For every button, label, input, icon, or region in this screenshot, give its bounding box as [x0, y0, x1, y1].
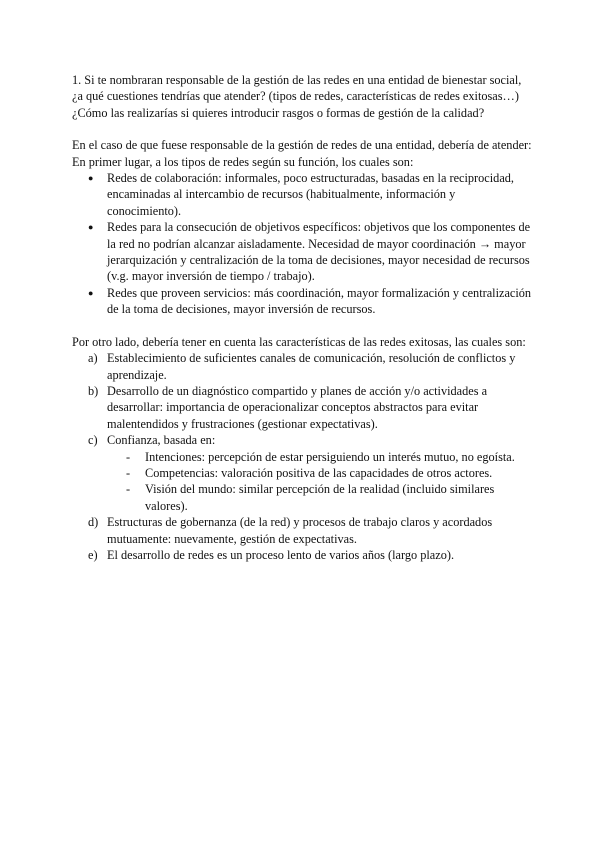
- sublist-item: [126, 481, 532, 514]
- question-line-2: ¿a qué cuestiones tendrías que atender? (tipos de redes, características de redes exitosas…): [72, 89, 519, 104]
- list-item-text: Redes de colaboración: informales, poco estructuradas, basadas en la reciprocidad, encaminadas al intercambio de recursos (habitualmente, información y conocimiento).: [107, 171, 514, 218]
- trust-sublist: [107, 449, 532, 515]
- list-item: [88, 285, 532, 318]
- bullet-icon: ●: [88, 173, 94, 184]
- list-item-text: Desarrollo de un diagnóstico compartido y planes de acción y/o actividades a desarrollar: importancia de operacionalizar conceptos abstractos para evitar malentendidos y frustraciones (gestionar expectativas).: [107, 383, 488, 431]
- characteristics-list: [72, 350, 532, 563]
- dash-icon: -: [126, 482, 131, 497]
- dash-icon: -: [126, 465, 131, 480]
- bullet-icon: ●: [88, 222, 94, 233]
- list-item-text: Redes que proveen servicios: más coordinación, mayor formalización y centralización de la toma de decisiones, mayor inversión de recursos.: [107, 285, 532, 317]
- question-line-3: ¿Cómo las realizarías si quieres introducir rasgos o formas de gestión de la calidad?: [72, 105, 485, 120]
- section1-intro-1: En el caso de que fuese responsable de la gestión de redes de una entidad, debería de atender:: [72, 138, 532, 153]
- list-marker: e): [88, 547, 98, 562]
- list-item: [88, 350, 532, 383]
- dash-icon: -: [126, 449, 131, 464]
- list-item: [88, 383, 532, 432]
- question-block: [72, 72, 532, 121]
- document-page: [72, 72, 532, 579]
- section2-intro: Por otro lado, debería tener en cuenta las características de las redes exitosas, las cuales son:: [72, 334, 526, 349]
- section1-intro-2: En primer lugar, a los tipos de redes según su función, los cuales son:: [72, 154, 414, 169]
- list-item: [88, 547, 532, 563]
- network-types-list: [72, 170, 532, 318]
- list-item: [88, 514, 532, 547]
- question-line-1: 1. Si te nombraran responsable de la gestión de las redes en una entidad de bienestar social,: [72, 73, 522, 87]
- sublist-item-text: Intenciones: percepción de estar persiguiendo un interés mutuo, no egoísta.: [145, 449, 515, 464]
- network-types-section: [72, 137, 532, 317]
- list-marker: d): [88, 515, 99, 530]
- successful-networks-section: [72, 334, 532, 564]
- bullet-icon: ●: [88, 287, 94, 298]
- list-item: [88, 219, 532, 285]
- list-item-text: Confianza, basada en:: [107, 433, 216, 448]
- list-marker: b): [88, 383, 99, 398]
- list-item-text: Establecimiento de suficientes canales de comunicación, resolución de conflictos y aprendizaje.: [107, 351, 516, 382]
- sublist-item: [126, 449, 532, 465]
- list-marker: c): [88, 433, 98, 448]
- list-item: [88, 432, 532, 514]
- sublist-item: [126, 465, 532, 481]
- list-item-text: El desarrollo de redes es un proceso lento de varios años (largo plazo).: [107, 547, 455, 562]
- list-item-text: Redes para la consecución de objetivos específicos: objetivos que los componentes de la red no podrían alcanzar aisladamente. Necesidad de mayor coordinación → mayor jerarquización y centralización de la toma de decisiones, mayor necesidad de recursos (v.g. mayor inversión de tiempo / trabajo).: [107, 220, 531, 284]
- list-item-text: Estructuras de gobernanza (de la red) y procesos de trabajo claros y acordados mutuamente: nuevamente, gestión de expectativas.: [107, 515, 493, 546]
- list-marker: a): [88, 351, 98, 366]
- sublist-item-text: Competencias: valoración positiva de las capacidades de otros actores.: [145, 465, 493, 480]
- sublist-item-text: Visión del mundo: similar percepción de la realidad (incluido similares valores).: [145, 482, 495, 513]
- list-item: [88, 170, 532, 219]
